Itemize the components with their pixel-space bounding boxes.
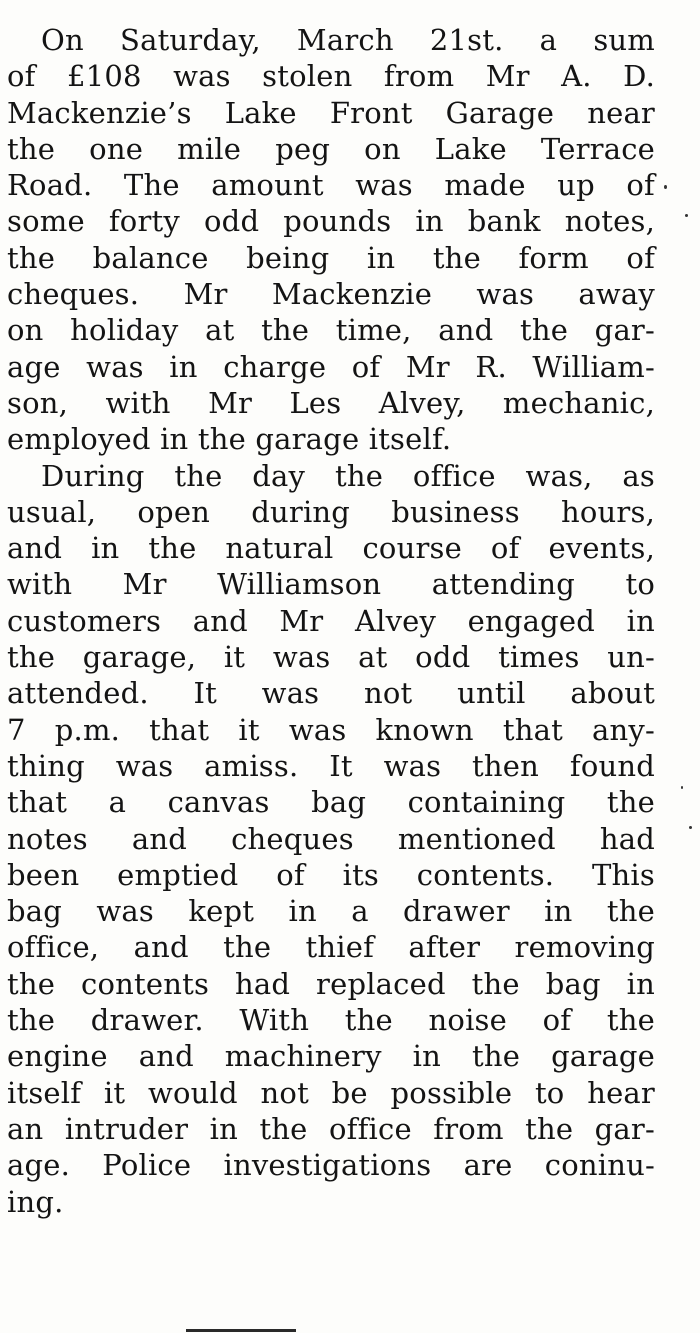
article-line: of £108 was stolen from Mr A. D.	[7, 59, 655, 94]
article-line: usual, open during business hours,	[7, 494, 655, 529]
article-line: notes and cheques mentioned had	[7, 821, 655, 856]
column-end-rule	[186, 1329, 296, 1332]
article-line: On Saturday, March 21st. a sum	[41, 23, 655, 57]
article-line: with Mr Williamson attending to	[7, 567, 655, 602]
article-line: been emptied of its contents. This	[7, 857, 655, 892]
article-line: age. Police investigations are coninu-	[7, 1148, 655, 1183]
article-line: the garage, it was at odd times un-	[7, 640, 655, 675]
article-line: Mackenzie’s Lake Front Garage near	[7, 95, 655, 130]
article-line: the balance being in the form of	[7, 240, 655, 275]
article-line: an intruder in the office from the gar-	[7, 1111, 655, 1146]
article-column	[7, 22, 655, 1220]
article-line: employed in the garage itself.	[7, 422, 452, 457]
ink-speck	[664, 185, 667, 189]
ink-speck	[681, 786, 683, 789]
article-line: the one mile peg on Lake Terrace	[7, 131, 655, 166]
article-line: office, and the thief after removing	[7, 930, 655, 965]
article-line: on holiday at the time, and the gar-	[7, 313, 655, 348]
article-line: that a canvas bag containing the	[7, 785, 655, 820]
article-line: some forty odd pounds in bank notes,	[7, 204, 655, 239]
article-line: the contents had replaced the bag in	[7, 966, 655, 1001]
article-line: Road. The amount was made up of	[7, 168, 655, 203]
article-line: the drawer. With the noise of the	[7, 1003, 655, 1038]
article-line: ing.	[7, 1184, 64, 1219]
article-line: itself it would not be possible to hear	[7, 1075, 655, 1110]
article-line: age was in charge of Mr R. William-	[7, 349, 655, 384]
article-line: attended. It was not until about	[7, 676, 655, 711]
ink-speck	[689, 826, 692, 829]
article-line: and in the natural course of events,	[7, 531, 655, 566]
article-line: bag was kept in a drawer in the	[7, 894, 655, 929]
article-line: engine and machinery in the garage	[7, 1039, 655, 1074]
article-line: During the day the office was, as	[41, 458, 655, 493]
article-line: thing was amiss. It was then found	[7, 748, 655, 783]
article-line: cheques. Mr Mackenzie was away	[7, 277, 655, 312]
article-line: son, with Mr Les Alvey, mechanic,	[7, 385, 655, 420]
article-line: 7 p.m. that it was known that any-	[7, 712, 655, 747]
article-line: customers and Mr Alvey engaged in	[7, 603, 655, 638]
ink-speck	[685, 214, 688, 217]
